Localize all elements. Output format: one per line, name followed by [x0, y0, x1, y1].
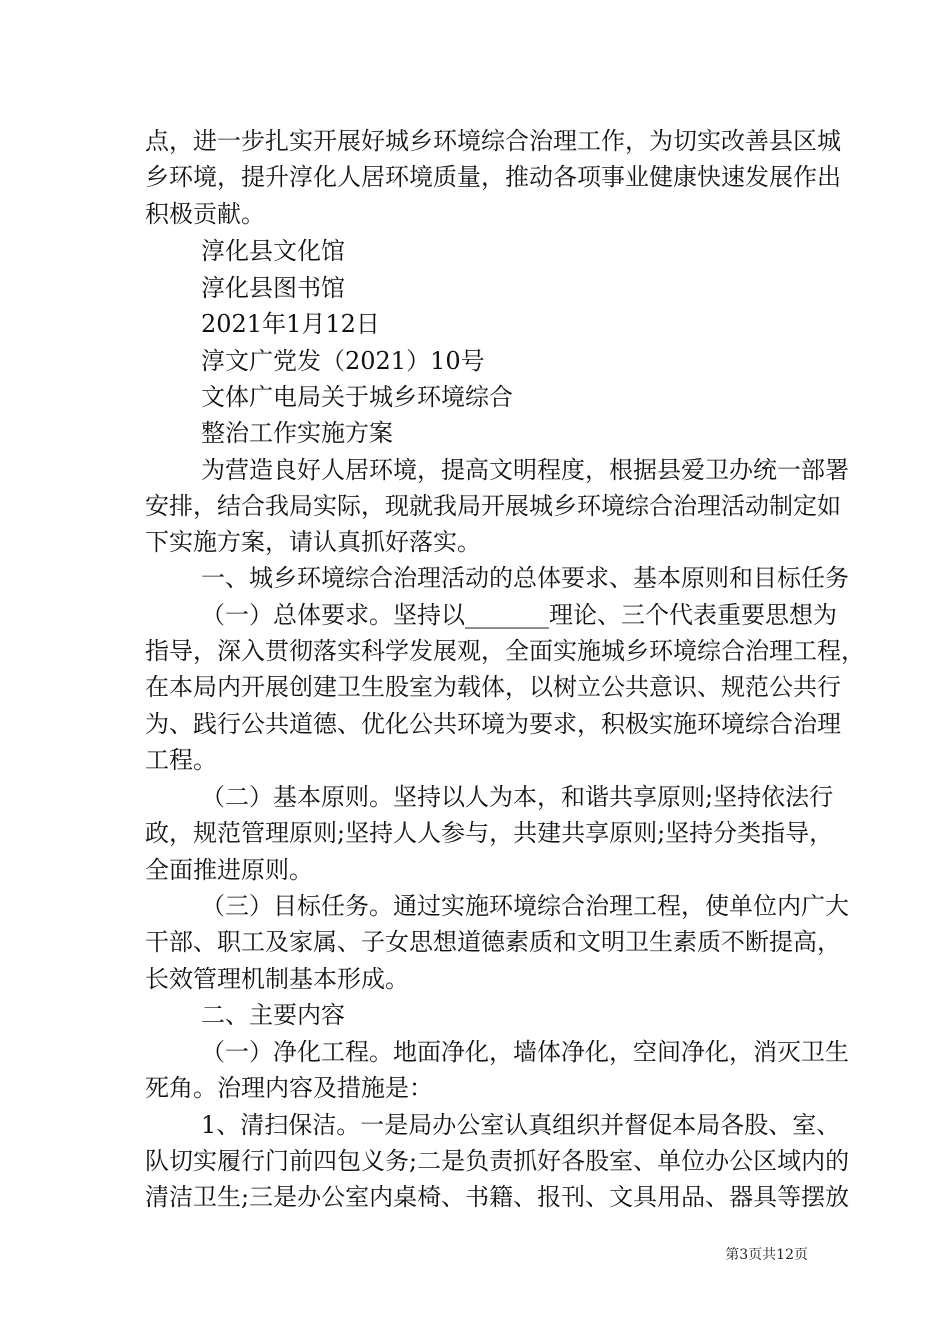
paragraph-line: 乡环境，提升淳化人居环境质量，推动各项事业健康快速发展作出 — [145, 163, 841, 191]
paragraph-line: 队切实履行门前四包义务;二是负责抓好各股室、单位办公区域内的 — [145, 1147, 850, 1175]
organization-name: 淳化县图书馆 — [201, 274, 345, 302]
paragraph-line: 1、清扫保洁。一是局办公室认真组织并督促本局各股、室、 — [201, 1111, 841, 1139]
paragraph-line: 长效管理机制基本形成。 — [145, 965, 409, 993]
document-number: 淳文广党发（2021）10号 — [201, 347, 485, 375]
paragraph-line: 点，进一步扎实开展好城乡环境综合治理工作，为切实改善县区城 — [145, 127, 841, 155]
page-number: 第3页共12页 — [725, 1247, 808, 1263]
paragraph-line: 在本局内开展创建卫生股室为载体，以树立公共意识、规范公共行 — [145, 673, 841, 701]
paragraph-line: （一）总体要求。坚持以_______理论、三个代表重要思想为 — [201, 601, 837, 629]
paragraph-line: （一）净化工程。地面净化，墙体净化，空间净化，消灭卫生 — [201, 1038, 849, 1066]
section-heading: 二、主要内容 — [201, 1001, 345, 1029]
section-heading: 一、城乡环境综合治理活动的总体要求、基本原则和目标任务 — [201, 564, 849, 592]
paragraph-line: 全面推进原则。 — [145, 856, 313, 884]
paragraph-line: 安排，结合我局实际，现就我局开展城乡环境综合治理活动制定如 — [145, 492, 841, 520]
paragraph-line: 工程。 — [145, 746, 217, 774]
paragraph-line: 死角。治理内容及措施是： — [145, 1074, 433, 1102]
paragraph-line: 为营造良好人居环境，提高文明程度，根据县爱卫办统一部署 — [201, 456, 849, 484]
paragraph-line: 干部、职工及家属、子女思想道德素质和文明卫生素质不断提高， — [145, 928, 841, 956]
document-date: 2021年1月12日 — [201, 310, 380, 338]
organization-name: 淳化县文化馆 — [201, 237, 345, 265]
document-title: 整治工作实施方案 — [201, 419, 393, 447]
paragraph-line: 指导，深入贯彻落实科学发展观，全面实施城乡环境综合治理工程， — [145, 637, 865, 665]
paragraph-line: 政，规范管理原则;坚持人人参与，共建共享原则;坚持分类指导， — [145, 819, 834, 847]
paragraph-line: 积极贡献。 — [145, 200, 265, 228]
document-title: 文体广电局关于城乡环境综合 — [201, 383, 513, 411]
paragraph-line: 为、践行公共道德、优化公共环境为要求，积极实施环境综合治理 — [145, 710, 841, 738]
paragraph-line: 下实施方案，请认真抓好落实。 — [145, 528, 481, 556]
paragraph-line: （二）基本原则。坚持以人为本，和谐共享原则;坚持依法行 — [201, 783, 834, 811]
paragraph-line: （三）目标任务。通过实施环境综合治理工程，使单位内广大 — [201, 892, 849, 920]
paragraph-line: 清洁卫生;三是办公室内桌椅、书籍、报刊、文具用品、器具等摆放 — [145, 1183, 850, 1211]
